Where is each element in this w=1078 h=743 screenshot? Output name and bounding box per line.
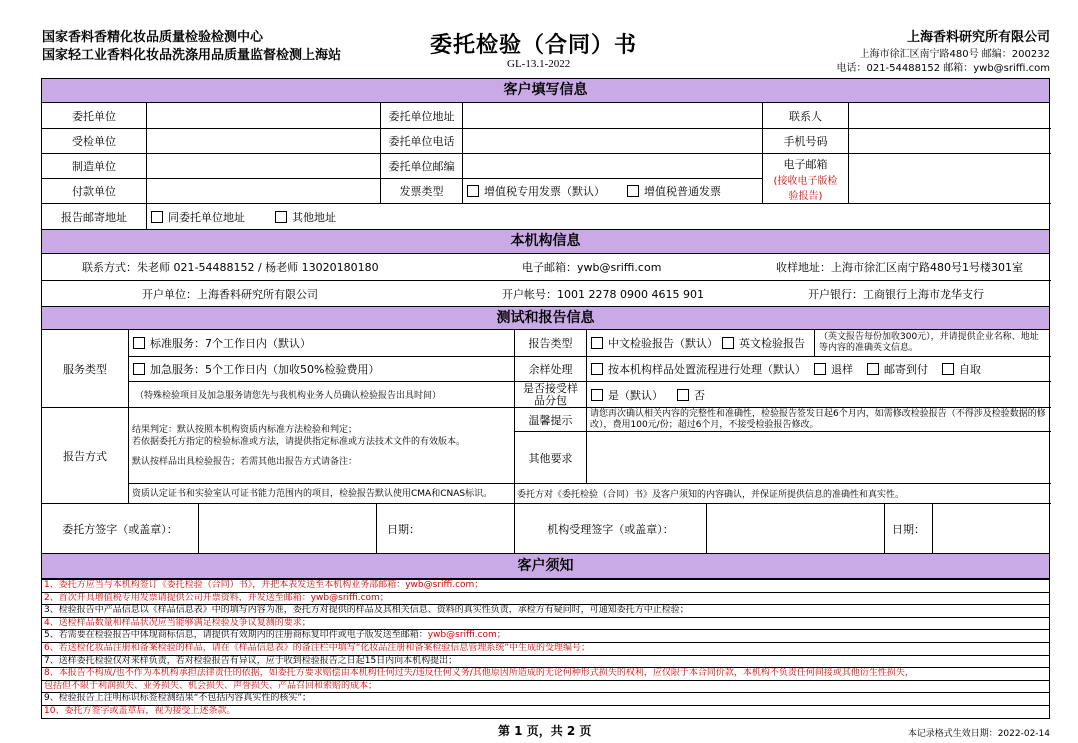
- label-client-phone: 委托单位电话: [380, 128, 462, 153]
- invoice-vat-normal-label: 增值税普通发票: [644, 185, 721, 198]
- label-client-address: 委托单位地址: [380, 103, 462, 128]
- report-en-note: （英文报告每份加收300元），并请提供企业名称、地址等内容的准确英文信息。: [814, 330, 1051, 356]
- handling-return-label: 退样: [831, 363, 853, 376]
- contact-person-field[interactable]: [848, 103, 1051, 128]
- other-requirements-field[interactable]: [586, 431, 1051, 483]
- method-line1: 结果判定：默认按照本机构资质内标准方法检验和判定；: [132, 424, 358, 435]
- handling-self-label: 自取: [959, 363, 981, 376]
- express-service-option: [128, 356, 514, 381]
- report-en-checkbox[interactable]: [722, 337, 734, 349]
- method-line3: 默认按样品出具检验报告；若需其他出报告方式请备注：: [132, 456, 358, 467]
- notice-item-text: 8、本报告不构成/也不作为本机构承担法律责任的依据，如委托方要求赔偿由本机构任何过失/违反任何义务/其他原因所造成的无论何种形式损失的权利，应仅限于本合同价款，本机构不负责任何间接或其他衍生性损失，: [44, 668, 914, 679]
- sample-handling-options: [586, 356, 1051, 381]
- agency-sign-field[interactable]: [706, 503, 884, 553]
- invoice-vat-special-label: 增值税专用发票（默认）: [484, 185, 605, 198]
- payer-field[interactable]: [146, 178, 380, 203]
- company-name: 上海香料研究所有限公司: [906, 30, 1050, 45]
- label-email-note: (接收电子版检验报告): [773, 175, 838, 202]
- notice-item-text: 7、送样委托检验仅对来样负责，若对检验报告有异议，应于收到检验报告之日起15日内向本机构提出；: [44, 655, 458, 666]
- notice-item: [42, 667, 1049, 679]
- label-mobile: 手机号码: [762, 128, 848, 153]
- agency-account-name: 开户单位：上海香料研究所有限公司: [42, 280, 502, 306]
- notice-item-text: 包括但不限于利润损失、业务损失、机会损失、声誉损失、产品召回和索赔的成本；: [44, 680, 378, 691]
- label-accept-split: 是否接受样品分包: [514, 381, 586, 407]
- mail-same-checkbox[interactable]: [151, 211, 163, 223]
- section-agency-info: 本机构信息: [42, 229, 1049, 254]
- label-report-type: 报告类型: [514, 330, 586, 356]
- notice-item: [42, 680, 1049, 692]
- mobile-field[interactable]: [848, 128, 1051, 153]
- notice-item-email: ywb@sriffi.com；: [310, 592, 389, 603]
- split-yes-label: 是（默认）: [608, 388, 663, 402]
- manufacturer-field[interactable]: [146, 153, 380, 178]
- label-other-requirements: 其他要求: [514, 431, 586, 483]
- notice-item: [42, 629, 1049, 641]
- label-manufacturer: 制造单位: [42, 153, 146, 178]
- invoice-vat-special-checkbox[interactable]: [467, 185, 479, 197]
- invoice-vat-normal-checkbox[interactable]: [627, 185, 639, 197]
- client-postcode-field[interactable]: [462, 153, 762, 178]
- section-customer-info: 客户填写信息: [42, 79, 1049, 103]
- label-service-type: 服务类型: [63, 362, 107, 376]
- standard-service-option: [128, 330, 514, 356]
- method-line2: 若依据委托方指定的检验标准或方法，请提供指定标准或方法技术文件的有效版本。: [132, 436, 466, 447]
- document-footer: [0, 720, 1078, 743]
- label-client-sign: 委托方签字（或盖章）：: [42, 503, 198, 553]
- report-method-text: [128, 407, 514, 483]
- split-yes-checkbox[interactable]: [591, 389, 603, 401]
- label-date1: 日期：: [376, 503, 514, 553]
- report-type-options: [586, 330, 814, 356]
- inspected-unit-field[interactable]: [146, 128, 380, 153]
- handling-default-checkbox[interactable]: [591, 363, 603, 375]
- express-service-label: 加急服务：5个工作日内（加收50%检验费用）: [150, 363, 380, 376]
- notice-item: [42, 617, 1049, 629]
- date2-field[interactable]: [932, 503, 1051, 553]
- report-en-label: 英文检验报告: [739, 337, 805, 350]
- form-frame: [41, 78, 1050, 719]
- notice-item-email: ywb@sriffi.com；: [427, 630, 506, 641]
- notice-item: [42, 604, 1049, 616]
- split-no-checkbox[interactable]: [677, 389, 689, 401]
- mail-other-checkbox[interactable]: [275, 211, 287, 223]
- label-reminder: 温馨提示: [514, 407, 586, 431]
- effective-date: 本记录格式生效日期：2022-02-14: [907, 729, 1050, 739]
- split-no-label: 否: [694, 388, 705, 402]
- company-address: 上海市徐汇区南宁路480号 邮编：200232: [859, 49, 1050, 60]
- section-customer-notice: 客户须知: [42, 553, 1049, 579]
- service-note: （特殊检验项目及加急服务请您先与我机构业务人员确认检验报告出具时间）: [128, 381, 514, 407]
- page-number: 第 1 页，共 2 页: [498, 724, 592, 738]
- notice-item-text: 4、送检样品数量和样品状况应当能够满足检验及争议复测的要求；: [44, 617, 311, 628]
- label-client-unit: 委托单位: [72, 109, 116, 123]
- client-unit-field[interactable]: [146, 103, 380, 128]
- handling-post-checkbox[interactable]: [867, 363, 879, 375]
- org-name-line2: 国家轻工业香料化妆品洗涤用品质量监督检测上海站: [42, 48, 342, 63]
- notice-item-text: 1、委托方应当与本机构签订《委托检验（合同）书》，并把本表发送至本机构业务部邮箱：: [44, 580, 406, 590]
- label-mail-address: 报告邮寄地址: [42, 203, 146, 229]
- label-report-method: 报告方式: [42, 407, 128, 503]
- client-phone-field[interactable]: [462, 128, 762, 153]
- notice-item-text: 6、若送检化妆品注册和备案检验的样品，请在《样品信息表》的备注栏中填写“化妆品注册和备案检验信息管理系统”中生成的受理编号；: [44, 643, 591, 653]
- notice-item: [42, 705, 1049, 717]
- mail-address-options: [146, 203, 1051, 229]
- email-field[interactable]: [848, 153, 1051, 203]
- mail-other-label: 其他地址: [292, 210, 336, 224]
- express-service-checkbox[interactable]: [133, 363, 145, 375]
- agency-bank: 开户银行：工商银行上海市龙华支行: [762, 280, 1051, 306]
- handling-return-checkbox[interactable]: [814, 363, 826, 375]
- company-contact: 电话：021-54488152 邮箱：ywb@sriffi.com: [836, 63, 1050, 74]
- notice-item: [42, 655, 1049, 667]
- notice-item: [42, 579, 1049, 591]
- document-title: 委托检验（合同）书: [430, 32, 638, 58]
- notice-item: [42, 692, 1049, 704]
- label-date2: 日期：: [884, 503, 932, 553]
- reminder-text: 请您再次确认相关内容的完整性和准确性，检验报告签发日起6个月内，如需修改检验报告（不得涉及检验数据的修改），费用100元/份；超过6个月，不接受检验报告修改。: [586, 407, 1051, 431]
- notice-item: [42, 642, 1049, 654]
- org-name-line1: 国家香料香精化妆品质量检验检测中心: [42, 30, 264, 45]
- client-address-field[interactable]: [462, 103, 762, 128]
- label-email: [762, 153, 848, 203]
- label-payer: 付款单位: [42, 178, 146, 203]
- notice-item-text: 5、若需要在检验报告中体现商标信息，请提供有效期内的注册商标复印件或电子版发送至邮箱：: [44, 630, 428, 641]
- split-options: [586, 381, 1051, 407]
- confirmation-text: 委托方对《委托检验（合同）书》及客户须知的内容确认，并保证所提供信息的准确性和真实性。: [514, 483, 1051, 503]
- standard-service-checkbox[interactable]: [133, 337, 145, 349]
- agency-email: 电子邮箱：ywb@sriffi.com: [522, 261, 662, 274]
- notice-item: [42, 592, 1049, 604]
- mail-same-label: 同委托单位地址: [168, 210, 245, 224]
- notice-item-text: 3、检验报告中产品信息以《样品信息表》中的填写内容为准，委托方对提供的样品及其相关信息、资料的真实性负责，承检方有疑问时，可通知委托方中止检验；: [44, 605, 689, 616]
- agency-account-no: 开户帐号：1001 2278 0900 4615 901: [502, 280, 762, 306]
- notice-item-text: 2、首次开具增值税专用发票请提供公司开票资料，并发送至邮箱：: [44, 592, 311, 603]
- client-sign-field[interactable]: [198, 503, 376, 553]
- label-invoice-type: 发票类型: [380, 178, 462, 203]
- agency-receive-address: 收样地址：上海市徐汇区南宁路480号1号楼301室: [776, 261, 1023, 274]
- report-cn-checkbox[interactable]: [591, 337, 603, 349]
- report-cn-label: 中文检验报告（默认）: [608, 337, 718, 350]
- agency-contact: 联系方式：朱老师 021-54488152 / 杨老师 13020180180: [82, 261, 379, 274]
- label-inspected-unit: 受检单位: [42, 128, 146, 153]
- document-code: GL-13.1-2022: [507, 58, 571, 70]
- label-sample-handling: 余样处理: [514, 356, 586, 381]
- handling-self-checkbox[interactable]: [942, 363, 954, 375]
- label-contact-person: 联系人: [762, 103, 848, 128]
- document-header: [0, 0, 1078, 76]
- invoice-type-options: [462, 178, 762, 203]
- standard-service-label: 标准服务：7个工作日内（默认）: [150, 337, 311, 350]
- notice-item-email: ywb@sriffi.com；: [405, 580, 484, 590]
- notice-item-text: 9、检验报告上注明标识标签检测结果“不包括内容真实性的核实”；: [44, 693, 312, 704]
- notice-item-text: 10、委托方签字或盖章后，视为接受上述条款。: [44, 706, 236, 716]
- handling-post-label: 邮寄到付: [884, 363, 928, 376]
- handling-default-label: 按本机构样品处置流程进行处理（默认）: [608, 363, 806, 376]
- label-client-postcode: 委托单位邮编: [380, 153, 462, 178]
- label-email-text: 电子邮箱: [783, 157, 828, 171]
- section-testing-info: 测试和报告信息: [42, 306, 1049, 330]
- method-line4: 资质认定证书和实验室认可证书能力范围内的项目，检验报告默认使用CMA和CNAS标识。: [128, 483, 514, 503]
- label-agency-sign: 机构受理签字（或盖章）：: [514, 503, 706, 553]
